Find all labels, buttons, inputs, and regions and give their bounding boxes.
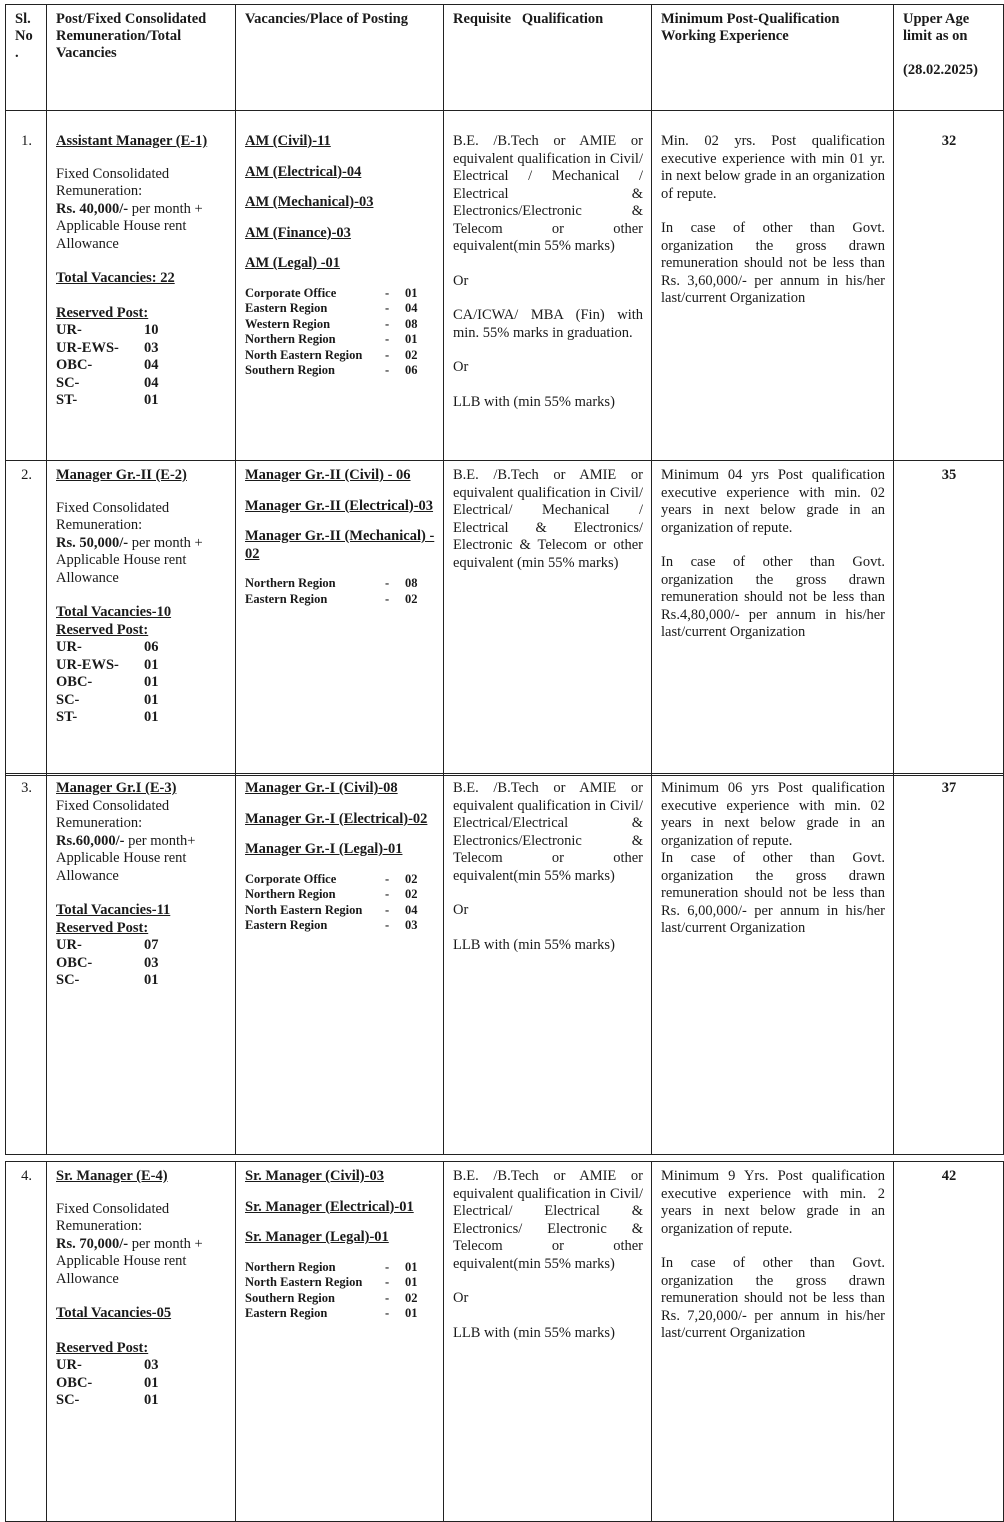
table-row — [6, 111, 1004, 461]
region-dash: - — [385, 363, 390, 377]
region-dash: - — [385, 301, 390, 315]
remuneration-text — [56, 535, 227, 588]
experience-text: In case of other than Govt. organization the gross drawn remuneration should not be less than Rs. 6,00,000/- per annum in his/her last/current Organization — [661, 850, 885, 936]
remuneration-terms: per month+ Applicable House rent Allowance — [56, 832, 196, 884]
experience-text: Minimum 9 Yrs. Post qualification executive experience with min. 2 years in next below grade in an organization of repute. — [661, 1168, 885, 1237]
reserved-count: 06 — [144, 639, 159, 655]
vacancy-post: Manager Gr.-II (Civil) - 06 — [245, 467, 411, 483]
vacancy-post: Manager Gr.-II (Mechanical) - 02 — [245, 528, 435, 562]
upper-age-limit: 32 — [941, 133, 957, 149]
reserved-category: UR- — [56, 322, 82, 338]
remuneration-label: Fixed Consolidated Remuneration: — [56, 797, 170, 831]
working-experience — [652, 1162, 893, 1347]
region-name: Southern Region — [245, 1290, 335, 1305]
vacancy-posting — [236, 1162, 443, 1326]
qualification-or: Or — [453, 359, 469, 375]
region-name: Eastern Region — [245, 301, 328, 315]
vacancy-post: Manager Gr.-I (Legal)-01 — [245, 841, 403, 857]
region-dash: - — [385, 918, 390, 932]
region-dash: - — [385, 576, 390, 590]
remuneration-text — [56, 201, 227, 254]
header-age-label: Upper Age limit as on — [903, 11, 970, 44]
qualification-text: LLB with (min 55% marks) — [453, 936, 615, 953]
post-details — [47, 111, 235, 414]
experience-text: Minimum 06 yrs Post qualification executive experience with min. 02 years in next below grade in an organization of repute. — [661, 780, 885, 849]
region-list — [245, 1260, 435, 1322]
serial-number: 4. — [21, 1168, 32, 1184]
header-experience: Minimum Post-Qualification Working Experience — [661, 11, 840, 44]
region-name: North Eastern Region — [245, 347, 363, 362]
region-count: 01 — [405, 1275, 418, 1289]
header-row — [6, 5, 1004, 111]
vacancy-table-part-2 — [5, 773, 1004, 1155]
working-experience — [652, 111, 893, 312]
table-row — [6, 1162, 1004, 1522]
header-post: Post/Fixed Consolidated Remuneration/Total Vacancies — [56, 11, 207, 61]
qualification-text: B.E. /B.Tech or AMIE or equivalent qualification in Civil/ Electrical / Mechanical / Electrical & Electronics/Electronic & Telecom or other equivalent(min 55% marks) — [453, 133, 643, 254]
serial-number: 1. — [21, 133, 32, 149]
region-dash: - — [385, 1290, 390, 1305]
experience-text: Min. 02 yrs. Post qualification executive experience with min 01 yr. in next below grade in an organization of repute. — [661, 133, 885, 202]
reserved-count: 03 — [144, 954, 159, 971]
experience-text: In case of other than Govt. organization the gross drawn remuneration should not be less than Rs. 7,20,000/- per annum in his/her last/current Organization — [661, 1255, 885, 1341]
reserved-category: SC- — [56, 972, 80, 988]
region-name: Corporate Office — [245, 285, 337, 300]
qualification-text: LLB with (min 55% marks) — [453, 393, 615, 410]
reserved-count: 07 — [144, 937, 159, 953]
region-count: 02 — [405, 347, 418, 362]
reserved-category: UR-EWS- — [56, 656, 119, 673]
post-title: Assistant Manager (E-1) — [56, 133, 208, 149]
vacancy-table-part-3 — [5, 1161, 1004, 1522]
reserved-category: UR- — [56, 639, 82, 655]
upper-age-limit: 42 — [941, 1168, 957, 1184]
post-title: Manager Gr.I (E-3) — [56, 780, 177, 796]
region-list — [245, 872, 435, 934]
reserved-count: 01 — [144, 392, 159, 408]
region-name: Eastern Region — [245, 591, 328, 606]
region-dash: - — [385, 285, 390, 300]
reserved-category: UR- — [56, 937, 82, 953]
region-count: 02 — [405, 871, 418, 886]
total-vacancies: Total Vacancies: 22 — [56, 270, 175, 286]
working-experience — [652, 774, 893, 942]
reserved-count: 01 — [144, 691, 159, 708]
reserved-post-label: Reserved Post: — [56, 621, 149, 638]
qualification-text: B.E. /B.Tech or AMIE or equivalent qualification in Civil/ Electrical/ Electrical & Electronics/ Electronic & Telecom or other equivalent(min 55% marks) — [453, 1168, 643, 1272]
vacancy-post: Sr. Manager (Electrical)-01 — [245, 1198, 414, 1215]
reserved-category: SC- — [56, 374, 80, 391]
reserved-count: 03 — [144, 1357, 159, 1373]
upper-age-limit: 35 — [941, 467, 957, 483]
qualification-text: B.E. /B.Tech or AMIE or equivalent qualification in Civil/ Electrical/ Mechanical / Electrical & Electronics/ Electronic & Telecom or other equivalent (min 55% marks) — [453, 467, 643, 571]
reserved-count: 04 — [144, 374, 159, 391]
region-count: 01 — [405, 1259, 418, 1274]
region-name: Northern Region — [245, 887, 336, 901]
region-name: Northern Region — [245, 576, 336, 590]
region-count: 01 — [405, 1306, 418, 1320]
vacancy-table-part-1 — [5, 4, 1004, 776]
remuneration-terms: per month + Applicable House rent Allowance — [56, 534, 203, 586]
region-dash: - — [385, 591, 390, 606]
header-age — [894, 5, 1003, 83]
reserved-category: OBC- — [56, 1374, 93, 1391]
region-list — [245, 576, 435, 607]
remuneration-amount: Rs. 40,000/- — [56, 200, 129, 217]
remuneration-text — [56, 1236, 227, 1289]
reserved-count: 01 — [144, 972, 159, 988]
region-name: Northern Region — [245, 332, 336, 346]
header-sl: Sl. No . — [15, 11, 33, 61]
qualification-or: Or — [453, 1290, 469, 1306]
region-count: 03 — [405, 918, 418, 932]
reserved-count: 01 — [144, 1374, 159, 1391]
post-title: Manager Gr.-II (E-2) — [56, 467, 187, 483]
reserved-post-label: Reserved Post: — [56, 1339, 149, 1356]
reserved-post-list — [56, 639, 227, 727]
reserved-post-list — [56, 1357, 227, 1410]
region-name: North Eastern Region — [245, 1275, 363, 1289]
requisite-qualification — [444, 1162, 651, 1346]
remuneration-label: Fixed Consolidated Remuneration: — [56, 1200, 170, 1234]
qualification-text: B.E. /B.Tech or AMIE or equivalent qualification in Civil/ Electrical/Electrical & Electronics/Electronic & Telecom or other equivalent(min 55% marks) — [453, 780, 643, 884]
region-count: 08 — [405, 576, 418, 590]
remuneration-amount: Rs. 70,000/- — [56, 1235, 129, 1252]
remuneration-text — [56, 833, 227, 886]
region-name: Eastern Region — [245, 918, 328, 932]
post-details — [47, 774, 235, 994]
region-dash: - — [385, 902, 390, 917]
experience-text: Minimum 04 yrs Post qualification executive experience with min. 02 years in next below grade in an organization of repute. — [661, 467, 885, 536]
vacancy-post: Manager Gr.-I (Civil)-08 — [245, 780, 398, 796]
vacancy-post: Manager Gr.-I (Electrical)-02 — [245, 810, 428, 827]
reserved-count: 04 — [144, 357, 159, 373]
vacancy-post: Manager Gr.-II (Electrical)-03 — [245, 497, 434, 514]
reserved-count: 10 — [144, 322, 159, 338]
vacancy-post: AM (Mechanical)-03 — [245, 194, 374, 210]
working-experience — [652, 461, 893, 646]
serial-number: 3. — [21, 780, 32, 796]
region-count: 04 — [405, 902, 418, 917]
qualification-text: CA/ICWA/ MBA (Fin) with min. 55% marks in graduation. — [453, 307, 643, 341]
region-count: 02 — [405, 591, 418, 606]
region-dash: - — [385, 871, 390, 886]
region-name: Corporate Office — [245, 871, 337, 886]
total-vacancies: Total Vacancies-10 — [56, 604, 172, 620]
reserved-count: 01 — [144, 656, 159, 673]
reserved-category: OBC- — [56, 357, 93, 373]
upper-age-limit: 37 — [941, 780, 957, 796]
experience-text: In case of other than Govt. organization the gross drawn remuneration should not be less than Rs. 3,60,000/- per annum in his/her last/current Organization — [661, 220, 885, 306]
reserved-count: 01 — [144, 709, 159, 725]
qualification-or: Or — [453, 272, 469, 289]
serial-number: 2. — [21, 467, 32, 483]
reserved-category: UR- — [56, 1357, 82, 1373]
remuneration-amount: Rs.60,000/- — [56, 832, 125, 849]
region-list — [245, 286, 435, 379]
requisite-qualification — [444, 111, 651, 415]
vacancy-post: AM (Legal) -01 — [245, 255, 341, 271]
region-name: Eastern Region — [245, 1306, 328, 1320]
region-dash: - — [385, 1275, 390, 1289]
region-dash: - — [385, 316, 390, 331]
region-name: Northern Region — [245, 1259, 336, 1274]
post-details — [47, 461, 235, 731]
qualification-or: Or — [453, 902, 469, 918]
region-count: 04 — [405, 301, 418, 315]
reserved-post-label: Reserved Post: — [56, 919, 149, 936]
reserved-post-label: Reserved Post: — [56, 304, 149, 321]
total-vacancies: Total Vacancies-11 — [56, 902, 171, 918]
vacancy-post: AM (Finance)-03 — [245, 224, 351, 241]
region-dash: - — [385, 332, 390, 346]
header-qualification: Requisite Qualification — [453, 11, 604, 27]
remuneration-label: Fixed Consolidated Remuneration: — [56, 499, 170, 533]
qualification-text: LLB with (min 55% marks) — [453, 1324, 615, 1341]
vacancy-post: AM (Electrical)-04 — [245, 163, 362, 180]
region-dash: - — [385, 1306, 390, 1320]
vacancy-post: AM (Civil)-11 — [245, 133, 331, 149]
vacancy-posting — [236, 461, 443, 611]
region-name: Southern Region — [245, 363, 335, 377]
experience-text: In case of other than Govt. organization the gross drawn remuneration should not be less than Rs.4,80,000/- per annum in his/her last/current Organization — [661, 554, 885, 640]
region-count: 08 — [405, 316, 418, 331]
reserved-category: SC- — [56, 1392, 80, 1408]
vacancy-post: Sr. Manager (Civil)-03 — [245, 1168, 384, 1184]
reserved-post-list — [56, 322, 227, 410]
reserved-category: OBC- — [56, 954, 93, 971]
reserved-category: SC- — [56, 691, 80, 708]
table-row — [6, 774, 1004, 1155]
region-count: 02 — [405, 887, 418, 901]
region-name: North Eastern Region — [245, 902, 363, 917]
post-details — [47, 1162, 235, 1414]
region-dash: - — [385, 887, 390, 901]
region-count: 01 — [405, 285, 418, 300]
remuneration-terms: per month + Applicable House rent Allowance — [56, 200, 203, 252]
total-vacancies: Total Vacancies-05 — [56, 1305, 172, 1321]
reserved-count: 01 — [144, 1392, 159, 1408]
reserved-category: OBC- — [56, 674, 93, 690]
requisite-qualification — [444, 461, 651, 576]
vacancy-post: Sr. Manager (Legal)-01 — [245, 1229, 389, 1245]
region-dash: - — [385, 347, 390, 362]
region-count: 06 — [405, 363, 418, 377]
reserved-category: ST- — [56, 392, 78, 408]
table-row — [6, 461, 1004, 776]
post-title: Sr. Manager (E-4) — [56, 1168, 168, 1184]
remuneration-label: Fixed Consolidated Remuneration: — [56, 165, 170, 199]
reserved-count: 01 — [144, 674, 159, 690]
remuneration-amount: Rs. 50,000/- — [56, 534, 129, 551]
vacancy-posting — [236, 774, 443, 938]
reserved-category: ST- — [56, 709, 78, 725]
region-dash: - — [385, 1259, 390, 1274]
vacancy-posting — [236, 111, 443, 383]
region-name: Western Region — [245, 316, 331, 331]
remuneration-terms: per month + Applicable House rent Allowance — [56, 1235, 203, 1287]
reserved-count: 03 — [144, 339, 159, 356]
header-vacancies: Vacancies/Place of Posting — [245, 11, 408, 27]
reserved-category: UR-EWS- — [56, 339, 119, 356]
header-age-date: (28.02.2025) — [903, 62, 978, 78]
region-count: 01 — [405, 332, 418, 346]
reserved-post-list — [56, 937, 227, 990]
region-count: 02 — [405, 1290, 418, 1305]
requisite-qualification — [444, 774, 651, 958]
